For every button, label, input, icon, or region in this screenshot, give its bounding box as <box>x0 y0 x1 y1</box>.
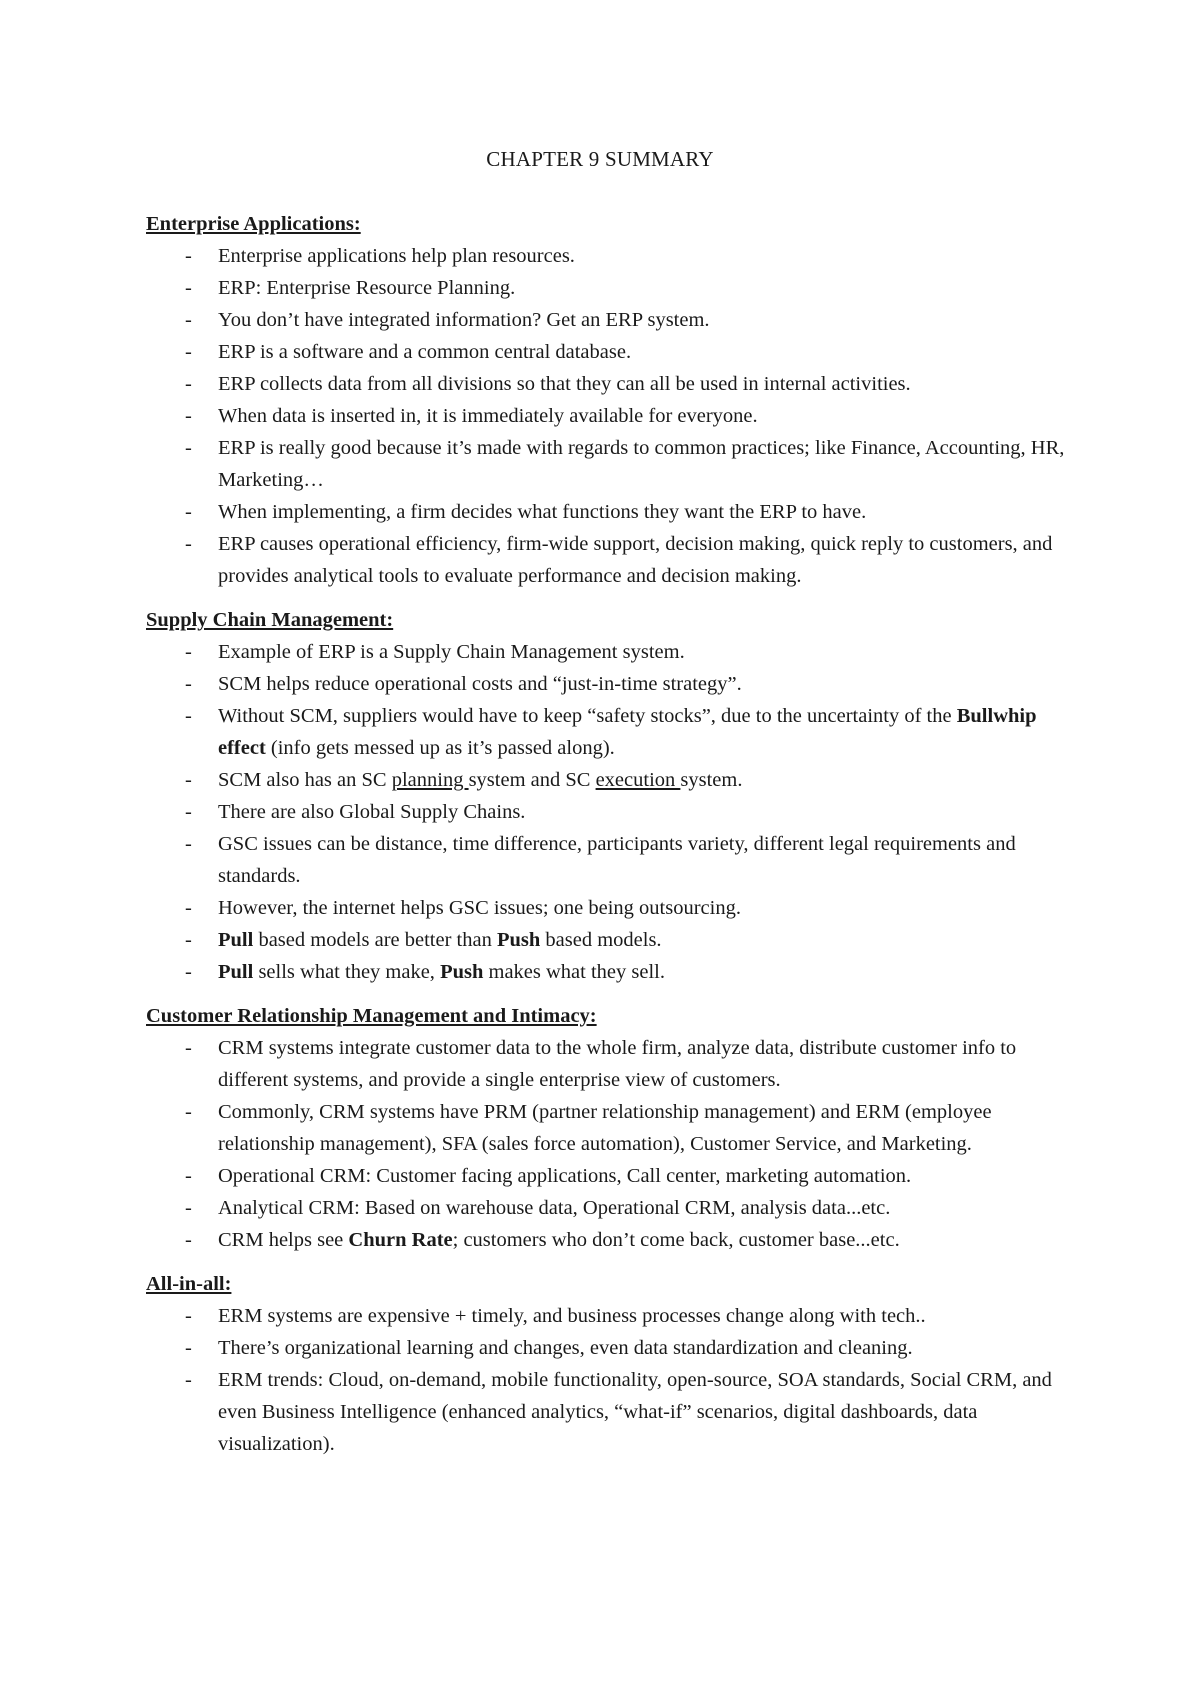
dash-marker: - <box>185 1337 192 1359</box>
list-item: - ERM systems are expensive + timely, and business processes change along with tech.. <box>146 1300 1076 1332</box>
list-item: - ERM trends: Cloud, on-demand, mobile functionality, open-source, SOA standards, Social CRM, and even Business Intelligence (enhanced analytics, “what-if” scenarios, digital dashboards, data visualization). <box>146 1364 1076 1460</box>
list-item: - GSC issues can be distance, time difference, participants variety, different legal requirements and standards. <box>146 828 1076 892</box>
list-item: - Analytical CRM: Based on warehouse data, Operational CRM, analysis data...etc. <box>146 1192 1076 1224</box>
list-item: - ERP is really good because it’s made with regards to common practices; like Finance, Accounting, HR, Marketing… <box>146 432 1076 496</box>
dash-marker: - <box>185 245 192 267</box>
list-item: - When data is inserted in, it is immediately available for everyone. <box>146 400 1076 432</box>
list-item: - CRM systems integrate customer data to the whole firm, analyze data, distribute customer info to different systems, and provide a single enterprise view of customers. <box>146 1032 1076 1096</box>
dash-marker: - <box>185 501 192 523</box>
list-item: - Enterprise applications help plan resources. <box>146 240 1076 272</box>
list-item: - ERP is a software and a common central database. <box>146 336 1076 368</box>
dash-marker: - <box>185 897 192 919</box>
bullet-list <box>146 636 1076 988</box>
list-item: - ERP: Enterprise Resource Planning. <box>146 272 1076 304</box>
list-item: - Operational CRM: Customer facing applications, Call center, marketing automation. <box>146 1160 1076 1192</box>
bold-term: Bullwhip effect <box>218 705 1037 759</box>
bullet-list <box>146 240 1076 592</box>
section-heading: Customer Relationship Management and Intimacy: <box>146 1005 597 1027</box>
dash-marker: - <box>185 437 192 459</box>
dash-marker: - <box>185 1165 192 1187</box>
dash-marker: - <box>185 673 192 695</box>
bold-term: Push <box>440 961 484 983</box>
dash-marker: - <box>185 277 192 299</box>
dash-marker: - <box>185 833 192 855</box>
dash-marker: - <box>185 309 192 331</box>
dash-marker: - <box>185 769 192 791</box>
dash-marker: - <box>185 405 192 427</box>
dash-marker: - <box>185 705 192 727</box>
bold-term: Push <box>496 929 541 951</box>
list-item: - SCM also has an SC planning system and SC execution system. <box>146 764 1076 796</box>
bullet-list <box>146 1300 1076 1460</box>
list-item: - Without SCM, suppliers would have to keep “safety stocks”, due to the uncertainty of the Bullwhip effect (info gets messed up as it’s passed along). <box>146 700 1076 764</box>
list-item: - Pull sells what they make, Push makes what they sell. <box>146 956 1076 988</box>
section-heading: Enterprise Applications: <box>146 213 361 235</box>
list-item: - CRM helps see Churn Rate; customers who don’t come back, customer base...etc. <box>146 1224 1076 1256</box>
dash-marker: - <box>185 1037 192 1059</box>
list-item: - Example of ERP is a Supply Chain Management system. <box>146 636 1076 668</box>
dash-marker: - <box>185 341 192 363</box>
dash-marker: - <box>185 1197 192 1219</box>
list-item: - SCM helps reduce operational costs and “just-in-time strategy”. <box>146 668 1076 700</box>
dash-marker: - <box>185 929 192 951</box>
dash-marker: - <box>185 533 192 555</box>
list-item: - When implementing, a firm decides what functions they want the ERP to have. <box>146 496 1076 528</box>
bold-term: Pull <box>218 929 254 951</box>
list-item: - Commonly, CRM systems have PRM (partner relationship management) and ERM (employee relationship management), SFA (sales force automation), Customer Service, and Marketing. <box>146 1096 1076 1160</box>
section-customer-relationship-management <box>146 1002 1076 1256</box>
list-item: - However, the internet helps GSC issues; one being outsourcing. <box>146 892 1076 924</box>
bold-term: Pull <box>218 961 254 983</box>
dash-marker: - <box>185 373 192 395</box>
dash-marker: - <box>185 1369 192 1391</box>
dash-marker: - <box>185 1229 192 1251</box>
section-heading: Supply Chain Management: <box>146 609 394 631</box>
list-item: - There are also Global Supply Chains. <box>146 796 1076 828</box>
bold-term: Churn Rate <box>348 1229 453 1251</box>
dash-marker: - <box>185 1101 192 1123</box>
section-supply-chain-management <box>146 606 1076 988</box>
list-item: - Pull based models are better than Push based models. <box>146 924 1076 956</box>
section-enterprise-applications <box>146 210 1076 592</box>
list-item: - ERP causes operational efficiency, firm-wide support, decision making, quick reply to customers, and provides analytical tools to evaluate performance and decision making. <box>146 528 1076 592</box>
section-all-in-all <box>146 1270 1076 1460</box>
bullet-list <box>146 1032 1076 1256</box>
list-item: - ERP collects data from all divisions so that they can all be used in internal activities. <box>146 368 1076 400</box>
document-body <box>146 210 1076 1474</box>
section-heading: All-in-all: <box>146 1273 232 1295</box>
underlined-term: planning <box>391 769 469 791</box>
dash-marker: - <box>185 961 192 983</box>
list-item: - There’s organizational learning and changes, even data standardization and cleaning. <box>146 1332 1076 1364</box>
dash-marker: - <box>185 801 192 823</box>
dash-marker: - <box>185 641 192 663</box>
list-item: - You don’t have integrated information? Get an ERP system. <box>146 304 1076 336</box>
page-title: CHAPTER 9 SUMMARY <box>486 147 714 171</box>
dash-marker: - <box>185 1305 192 1327</box>
underlined-term: execution <box>595 769 681 791</box>
